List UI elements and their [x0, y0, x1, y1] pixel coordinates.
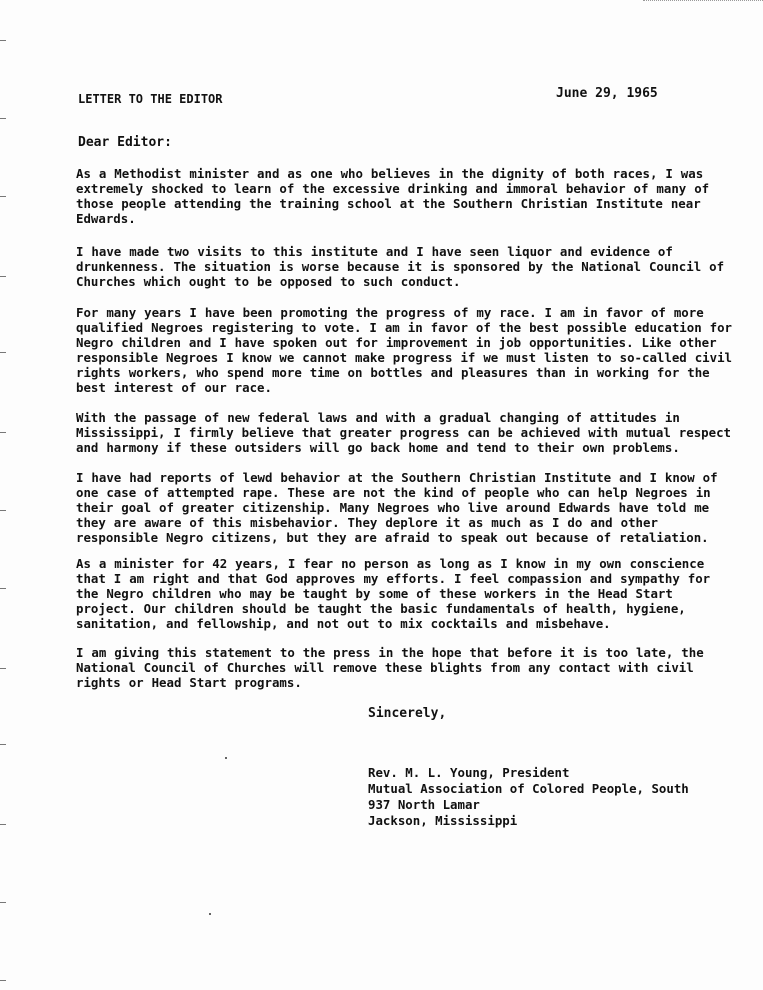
letter-date: June 29, 1965: [556, 86, 658, 101]
letter-heading: LETTER TO THE EDITOR: [78, 92, 223, 106]
body-paragraph: With the passage of new federal laws and with a gradual changing of attitudes in Mississippi, I firmly believe that greater progress can be achieved with mutual respect and harmony if these outsiders will go back home and tend to their own problems.: [76, 410, 732, 455]
signer-name: Rev. M. L. Young, President: [368, 765, 570, 780]
signer-organization: Mutual Association of Colored People, South: [368, 781, 689, 796]
closing: Sincerely,: [368, 706, 447, 721]
salutation: Dear Editor:: [78, 135, 172, 150]
body-paragraph: For many years I have been promoting the progress of my race. I am in favor of more qualified Negroes registering to vote. I am in favor of the best possible education for Negro children and I have spoken out for improvement in job opportunities. Like other responsible Negroes I know we cannot make progress if we must listen to so-called civil rights workers, who spend more time on bottles and pleasures than in working for the best interest of our race.: [76, 305, 733, 395]
signer-street: 937 North Lamar: [368, 797, 480, 812]
body-paragraph: I have made two visits to this institute and I have seen liquor and evidence of drunkenness. The situation is worse because it is sponsored by the National Council of Churches which ought to be opposed to such conduct.: [76, 244, 725, 289]
body-paragraph: As a Methodist minister and as one who believes in the dignity of both races, I was extremely shocked to learn of the excessive drinking and immoral behavior of many of those people attending the training school at the Southern Christian Institute near Edwards.: [76, 166, 710, 226]
left-edge-scan-marks: [0, 0, 8, 990]
scan-speck: [225, 757, 227, 759]
body-paragraph: I have had reports of lewd behavior at the Southern Christian Institute and I know of one case of attempted rape. These are not the kind of people who can help Negroes in their goal of greater citizenship. Many Negroes who live around Edwards have told me they are aware of this misbehavior. They deplore it as much as I do and other responsible Negro citizens, but they are afraid to speak out because of retaliation.: [76, 470, 718, 545]
body-paragraph: I am giving this statement to the press in the hope that before it is too late, the National Council of Churches will remove these blights from any contact with civil rights or Head Start programs.: [76, 645, 704, 690]
scan-speck: [209, 913, 211, 915]
signature-block: [368, 765, 689, 829]
scan-edge-mark: [643, 0, 763, 5]
signer-city: Jackson, Mississippi: [368, 813, 518, 828]
body-paragraph: As a minister for 42 years, I fear no person as long as I know in my own conscience that I am right and that God approves my efforts. I feel compassion and sympathy for the Negro children who may be taught by some of these workers in the Head Start project. Our children should be taught the basic fundamentals of health, hygiene, sanitation, and fellowship, and not out to mix cocktails and misbehave.: [76, 556, 711, 631]
